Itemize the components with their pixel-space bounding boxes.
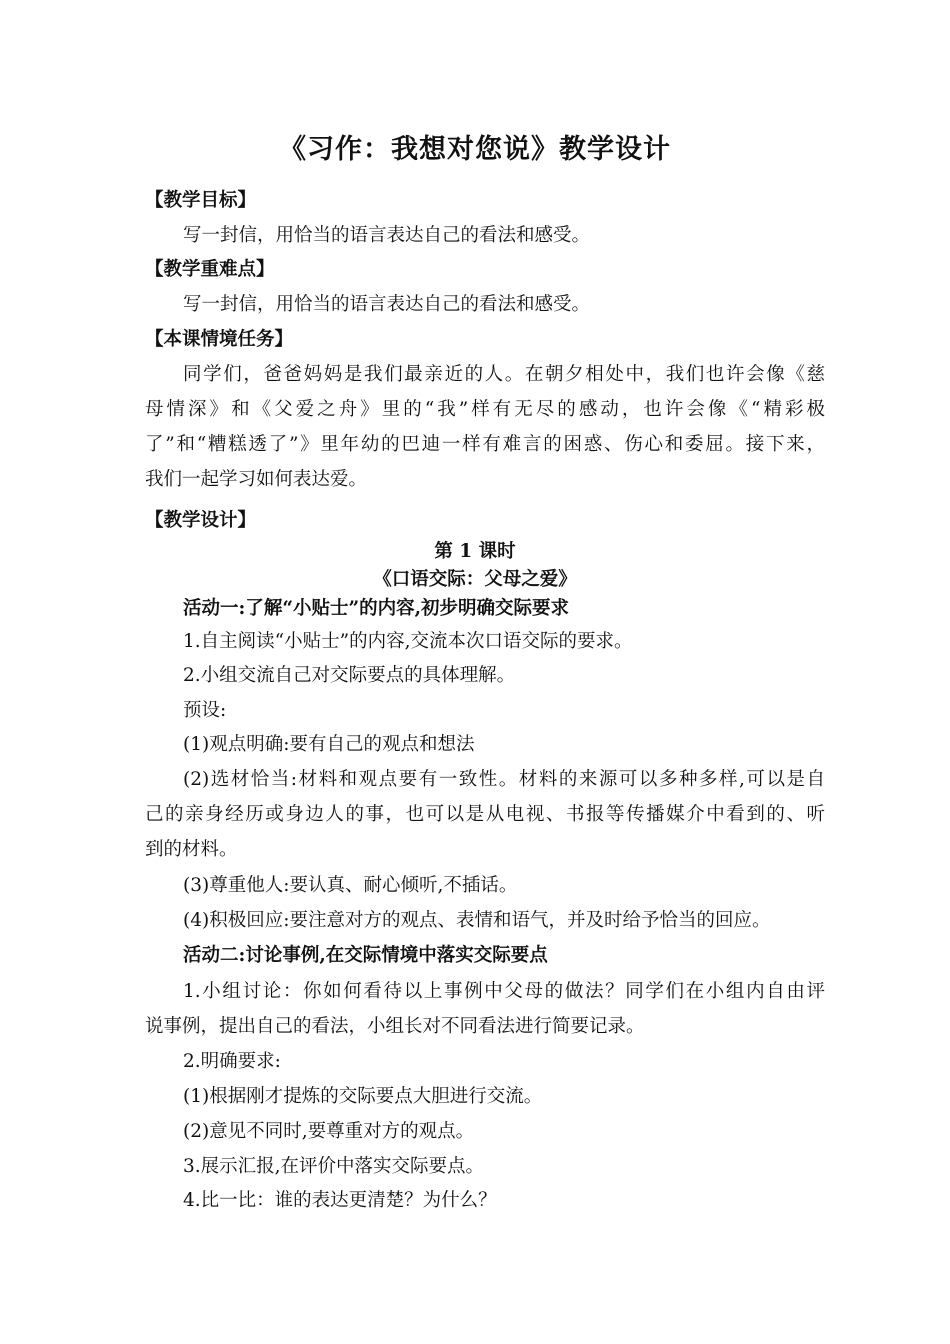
lesson-title: 第 1 课时 bbox=[434, 541, 516, 562]
objectives-heading: 【教学目标】 bbox=[145, 190, 257, 211]
activity1-line: 己的亲身经历或身边人的事，也可以是从电视、书报等传播媒介中看到的、听 bbox=[145, 804, 825, 825]
key-points-text: 写一封信，用恰当的语言表达自己的看法和感受。 bbox=[183, 294, 591, 315]
document-title: 《习作：我想对您说》教学设计 bbox=[279, 134, 671, 165]
activity1-line: 2.小组交流自己对交际要点的具体理解。 bbox=[183, 665, 516, 686]
activity2-line: 3.展示汇报,在评价中落实交际要点。 bbox=[183, 1156, 485, 1177]
activity1-line: (2)选材恰当:材料和观点要有一致性。材料的来源可以多种多样,可以是自 bbox=[183, 769, 825, 790]
situation-line: 我们一起学习如何表达爱。 bbox=[145, 469, 368, 490]
situation-line: 母情深》和《父爱之舟》里的“我”样有无尽的感动，也许会像《“精彩极 bbox=[145, 399, 825, 420]
activity1-line: 1.自主阅读“小贴士”的内容,交流本次口语交际的要求。 bbox=[183, 631, 633, 652]
activity2-line: 说事例，提出自己的看法，小组长对不同看法进行简要记录。 bbox=[145, 1016, 645, 1037]
lesson-subtitle: 《口语交际：父母之爱》 bbox=[373, 569, 577, 590]
situation-line: 同学们，爸爸妈妈是我们最亲近的人。在朝夕相处中，我们也许会像《慈 bbox=[183, 364, 825, 385]
activity1-line: 预设: bbox=[183, 700, 227, 721]
activity1-line: 到的材料。 bbox=[145, 839, 238, 860]
activity2-line: 1.小组讨论：你如何看待以上事例中父母的做法？同学们在小组内自由评 bbox=[183, 981, 825, 1002]
situation-heading: 【本课情境任务】 bbox=[145, 329, 294, 350]
situation-line: 了”和“糟糕透了”》里年幼的巴迪一样有难言的困惑、伤心和委屈。接下来， bbox=[145, 434, 825, 455]
key-points-heading: 【教学重难点】 bbox=[145, 259, 275, 280]
activity2-line: (1)根据刚才提炼的交际要点大胆进行交流。 bbox=[183, 1086, 543, 1107]
activity1-line: (4)积极回应:要注意对方的观点、表情和语气，并及时给予恰当的回应。 bbox=[183, 910, 771, 931]
activity1-line: (1)观点明确:要有自己的观点和想法 bbox=[183, 734, 475, 755]
activity2-heading: 活动二:讨论事例,在交际情境中落实交际要点 bbox=[183, 945, 548, 966]
activity2-line: 2.明确要求: bbox=[183, 1051, 281, 1072]
design-heading: 【教学设计】 bbox=[145, 510, 257, 531]
objectives-text: 写一封信，用恰当的语言表达自己的看法和感受。 bbox=[183, 225, 591, 246]
activity2-line: (2)意见不同时,要尊重对方的观点。 bbox=[183, 1121, 475, 1142]
activity1-line: (3)尊重他人:要认真、耐心倾听,不插话。 bbox=[183, 875, 518, 896]
activity2-line: 4.比一比：谁的表达更清楚？为什么？ bbox=[183, 1190, 497, 1211]
activity1-heading: 活动一:了解“小贴士”的内容,初步明确交际要求 bbox=[183, 598, 570, 619]
